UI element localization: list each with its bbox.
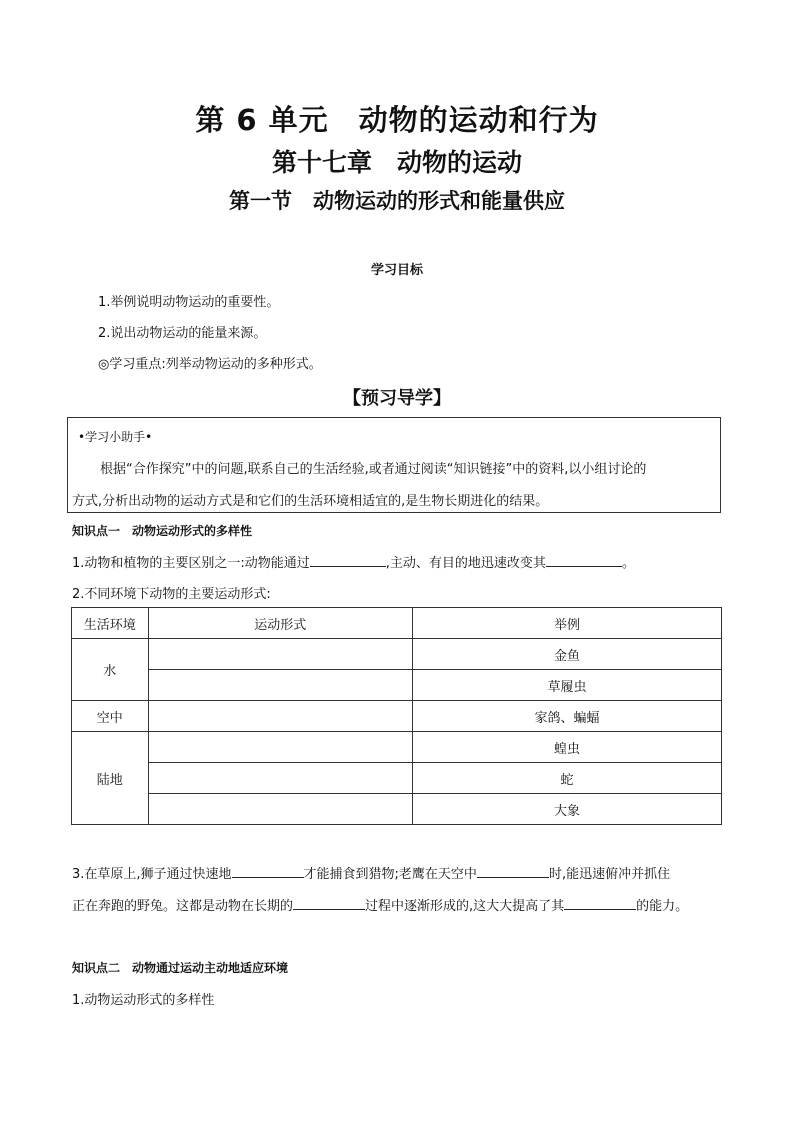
goal-item-1: 1.举例说明动物运动的重要性。 [98, 295, 280, 310]
answer-blank[interactable] [477, 865, 549, 878]
example-cell: 蝗虫 [412, 732, 721, 763]
table-row [72, 670, 722, 701]
question-1 [72, 552, 635, 571]
question-3-part-f: 的能力。 [636, 899, 689, 914]
question-1-part-a: 1.动物和植物的主要区别之一:动物能通过 [72, 556, 310, 571]
answer-blank[interactable] [293, 897, 365, 910]
table-row [72, 701, 722, 732]
table-row [72, 639, 722, 670]
example-cell: 大象 [412, 794, 721, 825]
helper-text-line-2: 方式,分析出动物的运动方式是和它们的生活环境相适宜的,是生物长期进化的结果。 [72, 494, 549, 509]
motion-form-blank-cell[interactable] [148, 701, 412, 732]
goal-key-point: ◎学习重点:列举动物运动的多种形式。 [98, 357, 322, 372]
question-1-part-b: ,主动、有目的地迅速改变其 [385, 556, 546, 571]
example-cell: 草履虫 [412, 670, 721, 701]
example-cell: 蛇 [412, 763, 721, 794]
question-3-part-a: 3.在草原上,狮子通过快速地 [72, 867, 232, 882]
chapter-title: 第十七章 动物的运动 [271, 148, 522, 177]
question-3-part-c: 时,能迅速俯冲并抓住 [548, 867, 671, 882]
header-environment: 生活环境 [72, 608, 149, 639]
answer-blank[interactable] [232, 865, 304, 878]
table-header-row [72, 608, 722, 639]
header-motion-form: 运动形式 [148, 608, 412, 639]
helper-title: •学习小助手• [78, 430, 153, 444]
helper-text-line-1: 根据“合作探究”中的问题,联系自己的生活经验,或者通过阅读“知识链接”中的资料,以小组讨论的 [100, 462, 647, 477]
example-cell: 家鸽、蝙蝠 [412, 701, 721, 732]
motion-form-blank-cell[interactable] [148, 639, 412, 670]
goals-title: 学习目标 [370, 263, 423, 278]
env-cell: 陆地 [72, 732, 149, 825]
header-example: 举例 [412, 608, 721, 639]
question-3-part-d: 正在奔跑的野兔。这都是动物在长期的 [72, 899, 294, 914]
table-row [72, 794, 722, 825]
knowledge-point-1-title: 知识点一 动物运动形式的多样性 [72, 524, 253, 538]
example-cell: 金鱼 [412, 639, 721, 670]
question-1-part-c: 。 [621, 556, 635, 571]
preview-heading: 【预习导学】 [343, 388, 451, 409]
motion-form-blank-cell[interactable] [148, 732, 412, 763]
answer-blank[interactable] [564, 897, 636, 910]
section-title: 第一节 动物运动的形式和能量供应 [229, 189, 565, 213]
answer-blank[interactable] [546, 554, 622, 567]
motion-form-blank-cell[interactable] [148, 794, 412, 825]
motion-form-blank-cell[interactable] [148, 763, 412, 794]
answer-blank[interactable] [310, 554, 386, 567]
question-3-line-2 [72, 895, 688, 914]
table-row [72, 732, 722, 763]
motion-forms-table [71, 607, 722, 825]
env-cell: 水 [72, 639, 149, 701]
question-3-part-b: 才能捕食到猎物;老鹰在天空中 [303, 867, 477, 882]
kp2-item-1: 1.动物运动形式的多样性 [72, 993, 215, 1008]
table-row [72, 763, 722, 794]
motion-form-blank-cell[interactable] [148, 670, 412, 701]
study-helper-box [67, 417, 721, 513]
env-cell: 空中 [72, 701, 149, 732]
knowledge-point-2-title: 知识点二 动物通过运动主动地适应环境 [72, 961, 289, 975]
question-3-part-e: 过程中逐渐形成的,这大大提高了其 [365, 899, 565, 914]
unit-title: 第 6 单元 动物的运动和行为 [195, 103, 599, 137]
goal-item-2: 2.说出动物运动的能量来源。 [98, 326, 267, 341]
question-2: 2.不同环境下动物的主要运动形式: [72, 587, 271, 602]
question-3-line-1 [72, 863, 670, 882]
